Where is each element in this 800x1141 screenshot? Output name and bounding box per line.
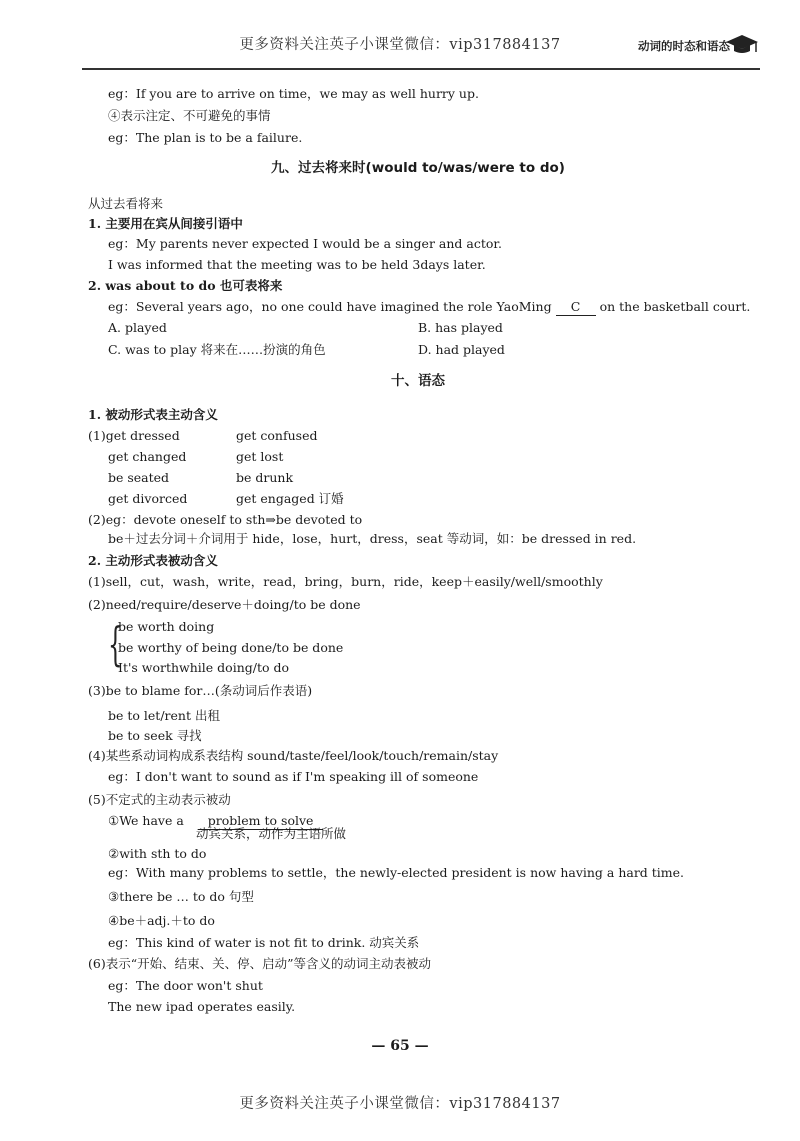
phrase: be to let/rent 出租 <box>108 708 220 723</box>
phrase: (1)get dressed <box>88 428 180 443</box>
example-line: eg：This kind of water is not fit to drink. 动宾关系 <box>108 935 420 950</box>
example-line: eg：My parents never expected I would be a singer and actor. <box>108 236 502 251</box>
sub-point: ④be＋adj.＋to do <box>108 913 215 928</box>
question-text-end: on the basketball court. <box>599 299 751 314</box>
section-title-9: 九、过去将来时(would to/was/were to do) <box>271 160 565 176</box>
watermark-bottom: 更多资料关注英子小课堂微信：vip317884137 <box>239 1096 561 1112</box>
phrase: be worth doing <box>118 619 215 634</box>
phrase: It's worthwhile doing/to do <box>118 660 290 675</box>
text-line: 从过去看将来 <box>88 196 164 211</box>
example-line: The new ipad operates easily. <box>108 999 296 1014</box>
left-brace-icon: { <box>108 617 123 671</box>
phrase: get changed <box>108 449 187 464</box>
phrase: get lost <box>236 449 284 464</box>
option-d: D. had played <box>418 342 505 357</box>
example-line: eg：The plan is to be a failure. <box>108 130 303 145</box>
phrase: be to seek 寻找 <box>108 728 202 743</box>
text-line: be＋过去分词＋介词用于 hide，lose，hurt，dress，seat 等动词，如：be dressed in red. <box>108 531 637 546</box>
section-title-10: 十、语态 <box>391 373 445 389</box>
phrase: get confused <box>236 428 318 443</box>
example-text: ①We have a <box>108 813 184 828</box>
phrase: be seated <box>108 470 170 485</box>
sub-point: ②with sth to do <box>108 846 207 861</box>
example-line: eg：I don't want to sound as if I'm speaking ill of someone <box>108 769 479 784</box>
option-b: B. has played <box>418 320 503 335</box>
example-line: I was informed that the meeting was to be held 3days later. <box>108 257 486 272</box>
phrase: get divorced <box>108 491 188 506</box>
answer-blank: C <box>556 299 596 316</box>
question-line <box>108 299 750 316</box>
example-line: eg：With many problems to settle，the newly-elected president is now having a hard time. <box>108 865 685 880</box>
option-c: C. was to play 将来在……扮演的角色 <box>108 342 326 357</box>
graduation-cap-icon <box>724 32 760 56</box>
phrase: get engaged 订婚 <box>236 491 344 506</box>
text-line: (5)不定式的主动表示被动 <box>88 792 231 807</box>
running-header: 动词的时态和语态 <box>638 39 730 53</box>
text-line: (4)某些系动词构成系表结构 sound/taste/feel/look/touch/remain/stay <box>88 748 499 763</box>
point-heading: 2. 主动形式表被动含义 <box>88 553 218 568</box>
example-line: eg：The door won't shut <box>108 978 263 993</box>
text-line: (2)eg：devote oneself to sth⇒be devoted to <box>88 512 363 527</box>
text-line: (3)be to blame for…(条动词后作表语) <box>88 683 313 698</box>
header-rule <box>82 68 760 70</box>
point-heading: 2. was about to do 也可表将来 <box>88 278 283 293</box>
phrase: be worthy of being done/to be done <box>118 640 344 655</box>
point-heading: 1. 主要用在宾从间接引语中 <box>88 216 243 231</box>
phrase: be drunk <box>236 470 294 485</box>
watermark-top: 更多资料关注英子小课堂微信：vip317884137 <box>239 37 561 53</box>
text-line: (6)表示“开始、结束、关、停、启动”等含义的动词主动表被动 <box>88 956 431 971</box>
option-a: A. played <box>108 320 167 335</box>
page-number: — 65 — <box>371 1038 429 1054</box>
question-text: eg：Several years ago，no one could have imagined the role YaoMing <box>108 299 552 314</box>
example-line: eg：If you are to arrive on time，we may as well hurry up. <box>108 86 479 101</box>
sub-point: ③there be … to do 句型 <box>108 889 254 904</box>
point-heading: 1. 被动形式表主动含义 <box>88 407 218 422</box>
underlined-phrase: problem to solve <box>198 813 324 830</box>
text-line: (2)need/require/deserve＋doing/to be done <box>88 597 361 612</box>
sub-point: ④表示注定、不可避免的事情 <box>108 108 271 123</box>
annotation: 动宾关系，动作为主语所做 <box>196 826 347 841</box>
text-line: (1)sell，cut，wash，write，read，bring，burn，ride，keep＋easily/well/smoothly <box>88 574 603 589</box>
